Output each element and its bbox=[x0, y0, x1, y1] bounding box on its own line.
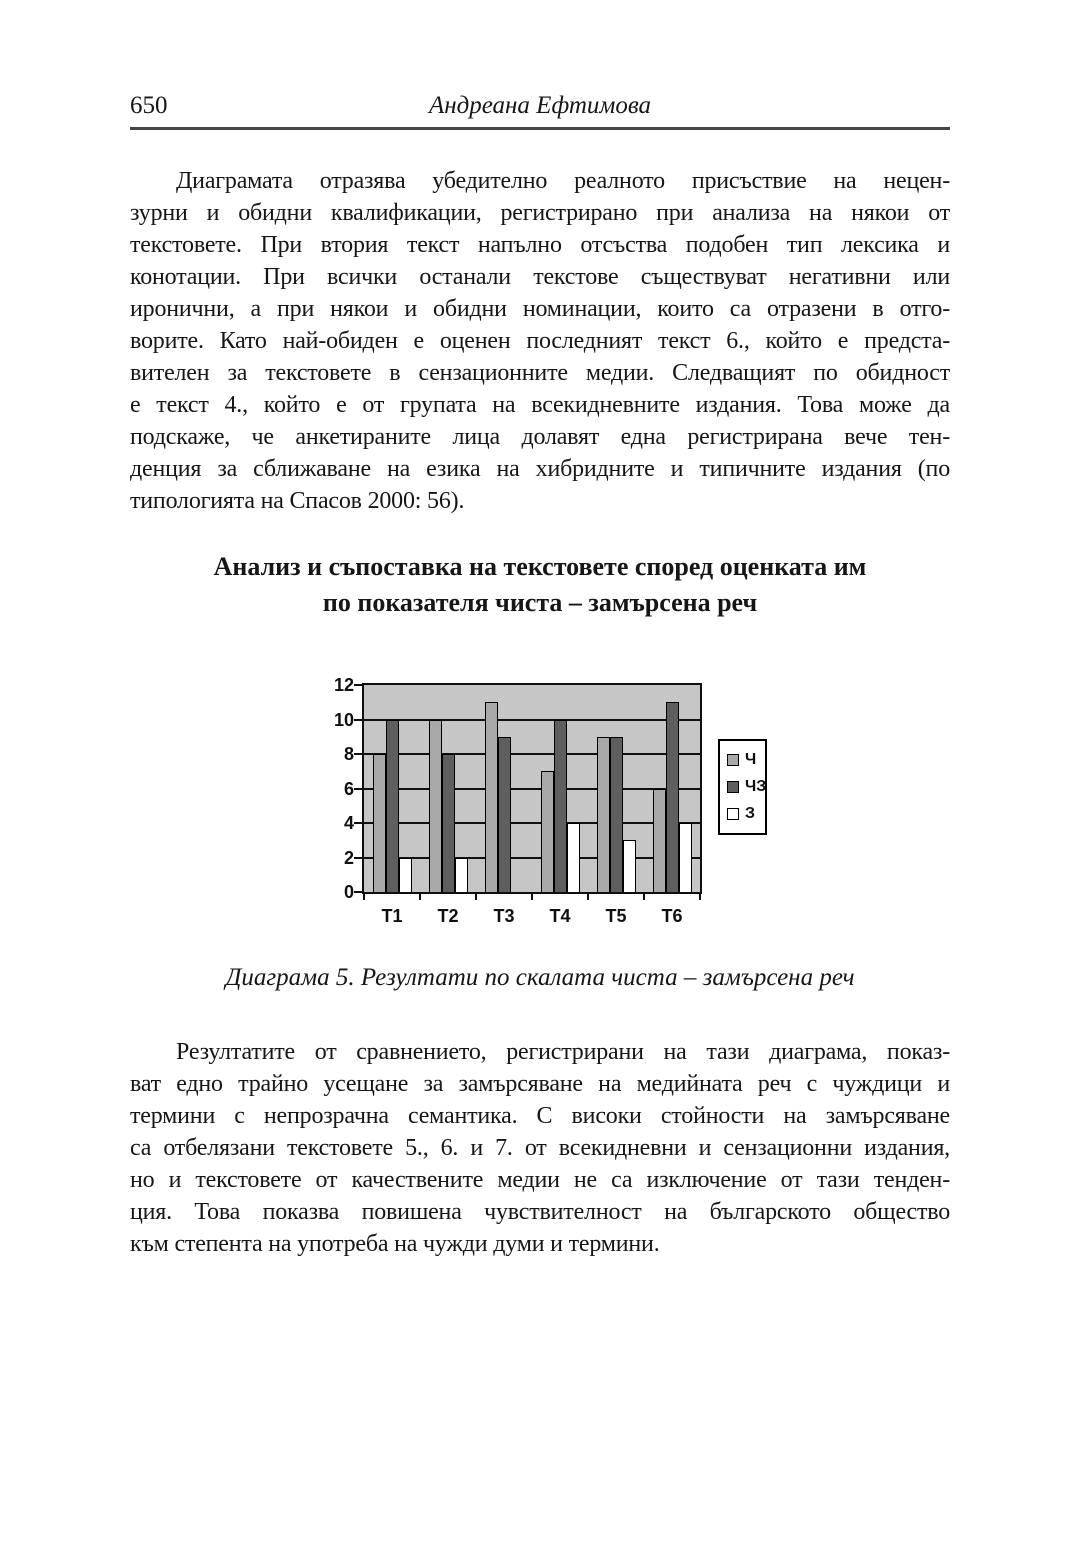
y-axis-label: 4 bbox=[343, 813, 354, 833]
x-axis-label: Т1 bbox=[381, 906, 403, 926]
section-heading-line1: Анализ и съпоставка на текстовете според оценката им bbox=[213, 552, 867, 581]
bar-З-Т4 bbox=[567, 823, 580, 892]
x-axis-tick bbox=[699, 892, 701, 900]
x-axis-label: Т3 bbox=[493, 906, 515, 926]
y-axis-label: 2 bbox=[343, 847, 354, 868]
page-number: 650 bbox=[130, 92, 168, 119]
text-line: термини с непрозрачна семантика. С високи стойности на замърсяване bbox=[130, 1103, 950, 1129]
bar-ЧЗ-Т6 bbox=[666, 702, 679, 892]
legend-label: З bbox=[745, 805, 756, 822]
bar-Ч-Т5 bbox=[597, 737, 610, 892]
page-header bbox=[130, 92, 950, 122]
running-head: Андреана Ефтимова bbox=[428, 92, 652, 119]
text-line: вителен за текстовете в сензационните медии. Следващият по обидност bbox=[130, 360, 950, 386]
bar-Ч-Т6 bbox=[653, 789, 666, 893]
text-line: ворите. Като най-обиден е оценен последният текст 6., който е предста- bbox=[130, 328, 950, 354]
x-axis-tick bbox=[363, 892, 365, 900]
plot-area bbox=[362, 683, 702, 894]
text-line: Диаграмата отразява убедително реалното присъствие на нецен- bbox=[176, 168, 950, 194]
text-line: текстовете. При втория текст напълно отсъства подобен тип лексика и bbox=[130, 232, 950, 258]
text-line: Резултатите от сравнението, регистрирани на тази диаграма, показ- bbox=[176, 1039, 950, 1065]
bar-ЧЗ-Т1 bbox=[386, 720, 399, 893]
y-axis-tick bbox=[354, 788, 362, 790]
bar-chart bbox=[318, 658, 798, 958]
x-axis-tick bbox=[419, 892, 421, 900]
bar-Ч-Т2 bbox=[429, 720, 442, 893]
x-axis-label: Т2 bbox=[437, 906, 459, 926]
bar-Ч-Т3 bbox=[485, 702, 498, 892]
bar-Ч-Т1 bbox=[373, 754, 386, 892]
y-axis-tick bbox=[354, 857, 362, 859]
y-axis-label: 6 bbox=[343, 778, 354, 799]
bar-Ч-Т4 bbox=[541, 771, 554, 892]
paragraph-intro bbox=[130, 165, 950, 517]
y-axis-label: 8 bbox=[343, 744, 354, 764]
bar-ЧЗ-Т4 bbox=[554, 720, 567, 893]
y-axis-tick bbox=[354, 822, 362, 824]
legend-item bbox=[727, 752, 765, 768]
y-axis-tick bbox=[354, 891, 362, 893]
text-line: зурни и обидни квалификации, регистрирано при анализа на някои от bbox=[130, 200, 950, 226]
text-line: подскаже, че анкетираните лица долавят една регистрирана вече тен- bbox=[130, 424, 950, 450]
text-line: ват едно трайно усещане за замърсяване на медийната реч с чуждици и bbox=[130, 1071, 950, 1097]
bar-З-Т1 bbox=[399, 858, 412, 893]
x-axis-label: Т6 bbox=[661, 906, 683, 926]
y-axis-tick bbox=[354, 719, 362, 721]
y-axis-tick bbox=[354, 753, 362, 755]
legend-swatch-Ч bbox=[727, 754, 739, 766]
text-line: иронични, а при някои и обидни номинации, които са отразени в отго- bbox=[130, 296, 950, 322]
gridline bbox=[364, 753, 700, 755]
text-line: типологията на Спасов 2000: 56). bbox=[130, 488, 465, 514]
legend-label: ЧЗ bbox=[745, 778, 767, 795]
section-heading-line2: по показателя чиста – замърсена реч bbox=[322, 588, 758, 617]
legend-swatch-З bbox=[727, 808, 739, 820]
y-axis-label: 12 bbox=[333, 675, 354, 695]
gridline bbox=[364, 788, 700, 790]
gridline bbox=[364, 857, 700, 859]
bar-З-Т5 bbox=[623, 840, 636, 892]
x-axis-label: Т5 bbox=[605, 906, 627, 926]
bar-ЧЗ-Т3 bbox=[498, 737, 511, 892]
bar-З-Т6 bbox=[679, 823, 692, 892]
text-line: са отбелязани текстовете 5., 6. и 7. от всекидневни и сензационни издания, bbox=[130, 1135, 950, 1161]
text-line: към степента на употреба на чужди думи и термини. bbox=[130, 1231, 660, 1257]
bar-ЧЗ-Т5 bbox=[610, 737, 623, 892]
x-axis-label: Т4 bbox=[549, 906, 571, 926]
legend-label: Ч bbox=[745, 751, 757, 768]
legend-swatch-ЧЗ bbox=[727, 781, 739, 793]
chart-legend bbox=[718, 739, 767, 835]
y-axis-tick bbox=[354, 684, 362, 686]
text-line: е текст 4., който е от групата на всекидневните издания. Това може да bbox=[130, 392, 950, 418]
y-axis-label: 10 bbox=[333, 709, 354, 730]
gridline bbox=[364, 719, 700, 721]
x-axis-tick bbox=[531, 892, 533, 900]
bar-ЧЗ-Т2 bbox=[442, 754, 455, 892]
figure-caption: Диаграма 5. Резултати по скалата чиста – замърсена реч bbox=[225, 964, 855, 991]
text-line: конотации. При всички останали текстове съществуват негативни или bbox=[130, 264, 950, 290]
x-axis-tick bbox=[475, 892, 477, 900]
text-line: денция за сближаване на езика на хибридните и типичните издания (по bbox=[130, 456, 950, 482]
text-line: но и текстовете от качествените медии не са изключение от тази тенден- bbox=[130, 1167, 950, 1193]
paragraph-results bbox=[130, 1036, 950, 1260]
legend-item bbox=[727, 779, 765, 795]
section-heading bbox=[130, 549, 950, 621]
text-line: ция. Това показва повишена чувствителност на българското общество bbox=[130, 1199, 950, 1225]
y-axis-label: 0 bbox=[343, 882, 354, 902]
gridline bbox=[364, 822, 700, 824]
bar-З-Т2 bbox=[455, 858, 468, 893]
x-axis-tick bbox=[643, 892, 645, 900]
legend-item bbox=[727, 806, 765, 822]
header-rule bbox=[130, 127, 950, 130]
x-axis-tick bbox=[587, 892, 589, 900]
